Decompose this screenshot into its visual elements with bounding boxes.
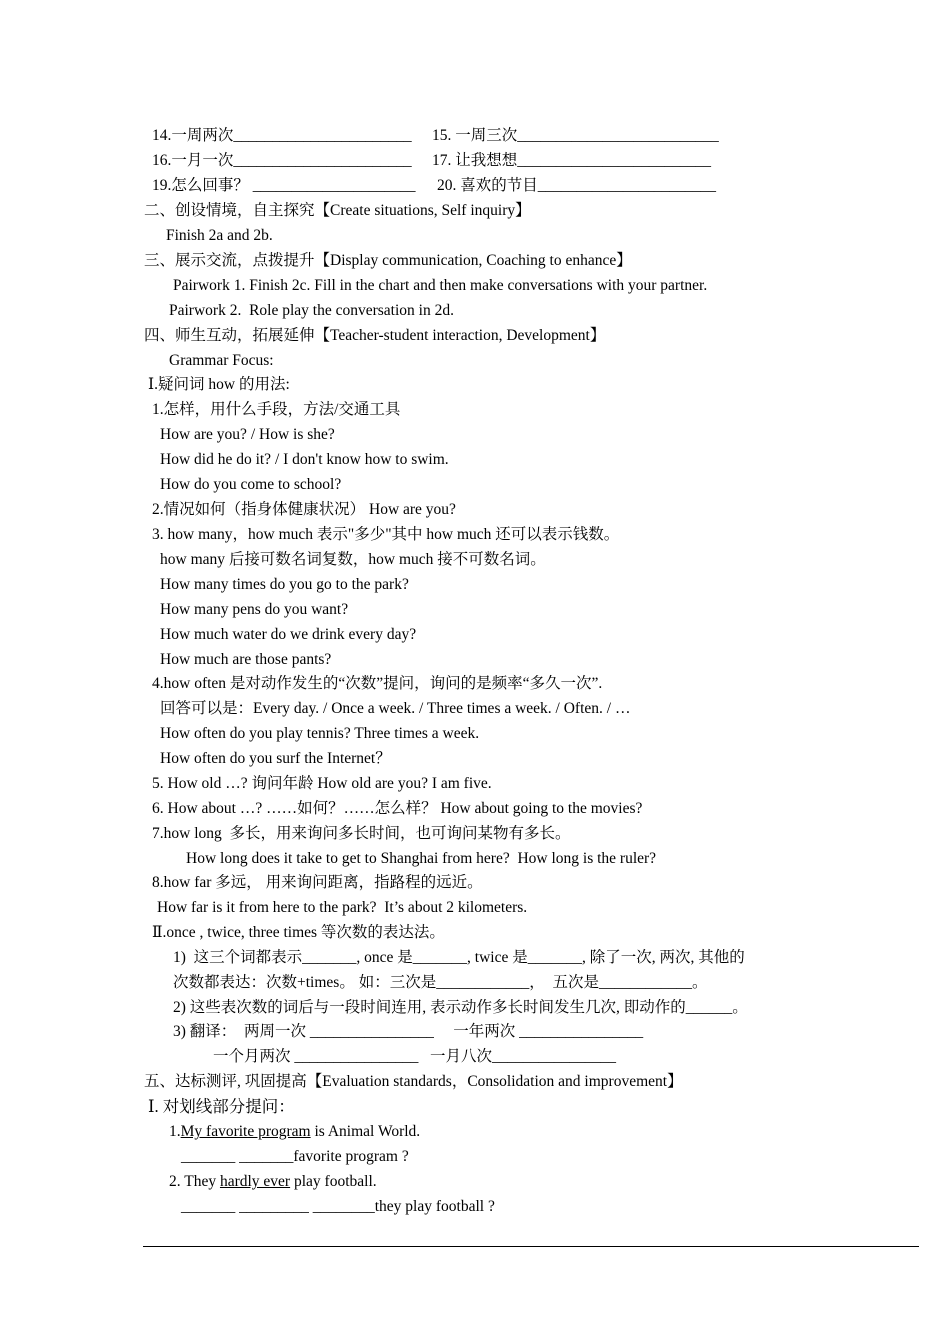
example-sentence: How many times do you go to the park?	[160, 576, 409, 593]
frequency-q2: 2) 这些表次数的词后与一段时间连用, 表示动作多长时间发生几次, 即动作的______。	[173, 999, 748, 1016]
exercise-2-answer-blank: _______ _________ ________they play football ?	[181, 1198, 495, 1215]
example-sentence: How often do you surf the Internet？	[160, 750, 391, 767]
example-sentence: How much water do we drink every day?	[160, 626, 417, 643]
how-usage-title: Ⅰ.疑问词 how 的用法:	[148, 376, 290, 393]
frequency-q3-line2: 一个月两次 ________________ 一月八次________________	[213, 1048, 617, 1065]
frequency-title: Ⅱ.once , twice, three times 等次数的表达法。	[152, 924, 445, 941]
vocab-item-16: 16.一月一次_______________________	[152, 152, 412, 169]
how-usage-1: 1.怎样，用什么手段，方法/交通工具	[152, 401, 401, 418]
example-sentence: How much are those pants?	[160, 651, 332, 668]
vocab-item-17: 17. 让我想想_________________________	[432, 152, 712, 169]
example-sentence: How do you come to school?	[160, 476, 342, 493]
how-usage-7: 7.how long 多长，用来询问多长时间，也可询问某物有多长。	[152, 825, 571, 842]
vocab-item-19: 19.怎么回事？ _____________________	[152, 177, 416, 194]
exercise-title: Ⅰ. 对划线部分提问：	[148, 1097, 295, 1116]
how-usage-3: 3. how many，how much 表示"多少"其中 how much 还可以表示钱数。	[152, 526, 620, 543]
example-sentence: How did he do it? / I don't know how to swim.	[160, 451, 449, 468]
example-sentence: How often do you play tennis? Three times a week.	[160, 725, 480, 742]
example-sentence: How many pens do you want?	[160, 601, 349, 618]
exercise-1-rest: is Animal World.	[310, 1123, 421, 1140]
pairwork-1: Pairwork 1. Finish 2c. Fill in the chart and then make conversations with your partner.	[173, 277, 708, 294]
bottom-divider	[143, 1246, 919, 1247]
exercise-2	[169, 1172, 377, 1192]
how-usage-3-note: how many 后接可数名词复数，how much 接不可数名词。	[160, 551, 546, 568]
section3-heading: 三、展示交流，点拨提升【Display communication, Coaching to enhance】	[144, 252, 632, 269]
exercise-1	[169, 1122, 420, 1142]
frequency-q1-line2: 次数都表达：次数+times。 如：三次是____________， 五次是____________。	[173, 974, 708, 991]
section5-heading: 五、达标测评, 巩固提高【Evaluation standards，Consolidation and improvement】	[144, 1073, 683, 1090]
example-sentence: How long does it take to get to Shanghai from here? How long is the ruler?	[186, 850, 657, 867]
how-usage-2: 2.情况如何（指身体健康状况） How are you?	[152, 501, 456, 518]
section2-heading: 二、创设情境，自主探究【Create situations, Self inquiry】	[144, 202, 531, 219]
exercise-2-rest: play football.	[290, 1173, 377, 1190]
vocab-item-20: 20. 喜欢的节目_______________________	[437, 177, 717, 194]
exercise-1-answer-blank: _______ _______favorite program ?	[181, 1148, 409, 1165]
how-usage-4-answers: 回答可以是：Every day. / Once a week. / Three times a week. / Often. / …	[160, 700, 631, 717]
how-usage-4: 4.how often 是对动作发生的“次数”提问，询问的是频率“多久一次”.	[152, 675, 603, 692]
how-usage-8: 8.how far 多远， 用来询问距离，指路程的远近。	[152, 874, 483, 891]
vocab-item-15: 15. 一周三次__________________________	[432, 127, 719, 144]
frequency-q3-line1: 3) 翻译： 两周一次 ________________ 一年两次 ________________	[173, 1023, 644, 1040]
how-usage-6: 6. How about …? ……如何？……怎么样？ How about going to the movies?	[152, 800, 643, 817]
grammar-focus-label: Grammar Focus:	[169, 352, 274, 369]
section2-task: Finish 2a and 2b.	[166, 227, 273, 244]
frequency-q1-line1: 1) 这三个词都表示_______, once 是_______, twice 是_______, 除了一次, 两次, 其他的	[173, 949, 745, 966]
exercise-1-number: 1.	[169, 1123, 181, 1140]
exercise-2-number: 2. They	[169, 1173, 220, 1190]
example-sentence: How are you? / How is she?	[160, 426, 335, 443]
section4-heading: 四、师生互动，拓展延伸【Teacher-student interaction, Development】	[144, 327, 606, 344]
exercise-2-underlined: hardly ever	[219, 1173, 291, 1190]
exercise-1-underlined: My favorite program	[180, 1123, 311, 1140]
pairwork-2: Pairwork 2. Role play the conversation in 2d.	[169, 302, 454, 319]
vocab-item-14: 14.一周两次_______________________	[152, 127, 412, 144]
example-sentence: How far is it from here to the park? It’s about 2 kilometers.	[157, 899, 528, 916]
how-usage-5: 5. How old …? 询问年龄 How old are you? I am five.	[152, 775, 492, 792]
